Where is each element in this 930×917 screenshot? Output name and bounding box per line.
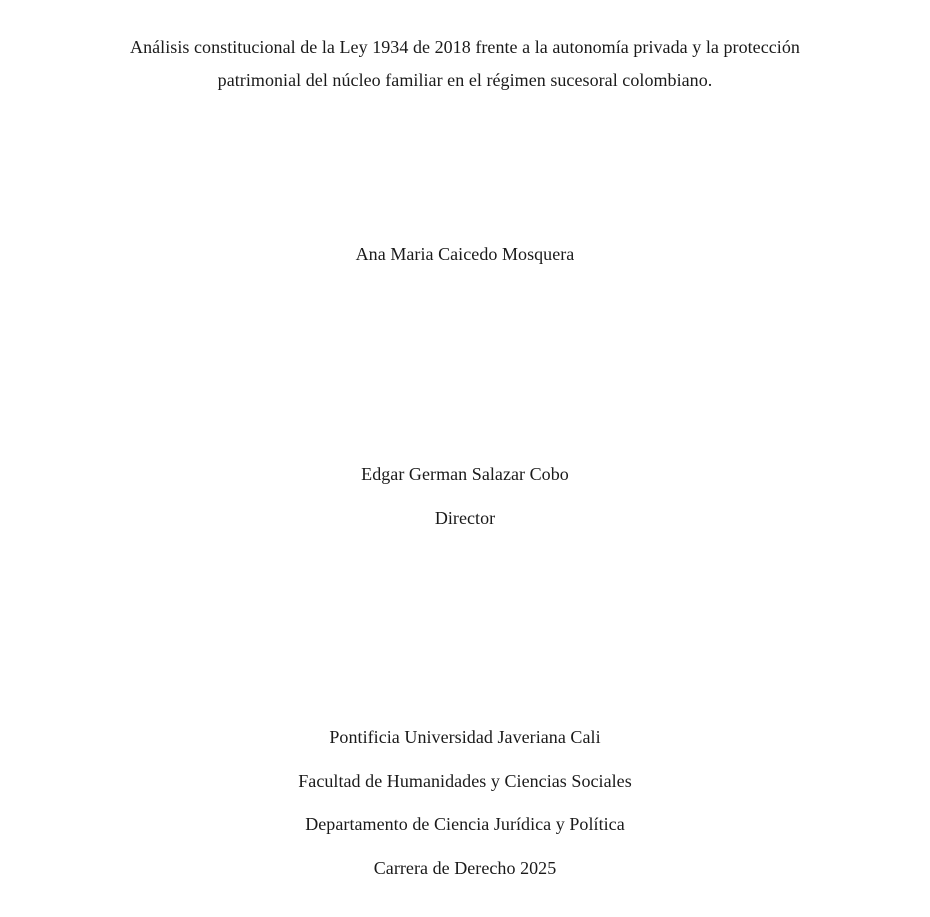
department-name: Departamento de Ciencia Jurídica y Política [305, 814, 625, 834]
faculty-name: Facultad de Humanidades y Ciencias Sociales [298, 771, 632, 791]
author-name: Ana Maria Caicedo Mosquera [355, 244, 575, 264]
program-and-year: Carrera de Derecho 2025 [373, 858, 557, 878]
document-title-line-1: Análisis constitucional de la Ley 1934 de 2018 frente a la autonomía privada y la protección [130, 37, 800, 57]
document-title-line-2: patrimonial del núcleo familiar en el régimen sucesoral colombiano. [217, 70, 713, 90]
director-role: Director [434, 508, 496, 528]
university-name: Pontificia Universidad Javeriana Cali [329, 727, 601, 747]
director-name: Edgar German Salazar Cobo [361, 464, 569, 484]
